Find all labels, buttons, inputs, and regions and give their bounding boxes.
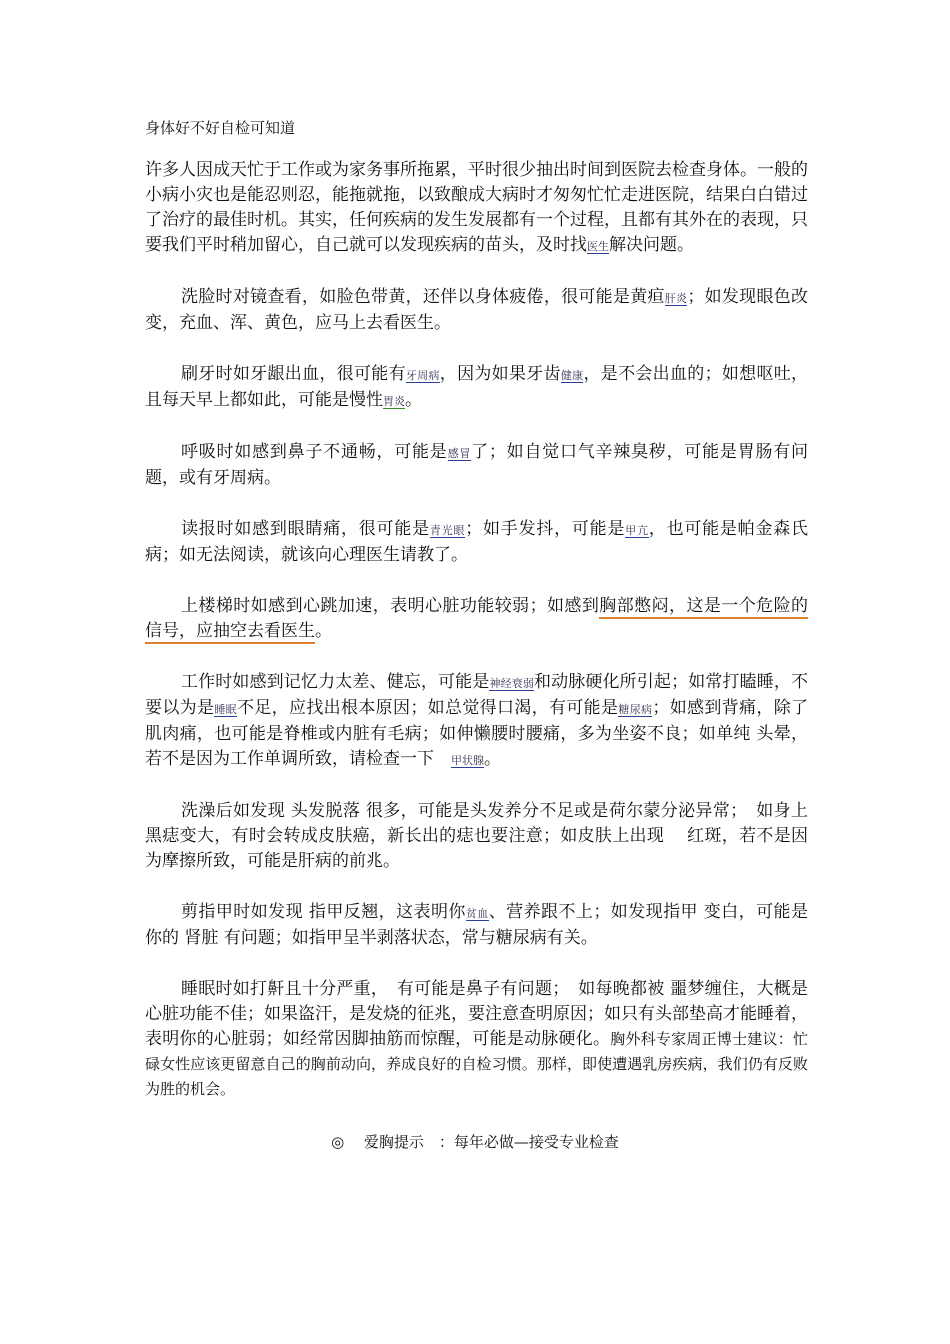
paragraph-stairs: [145, 594, 808, 644]
link-anemia[interactable]: 贫血: [465, 907, 489, 920]
link-hepatitis[interactable]: 肝炎: [664, 292, 688, 305]
paragraph-nails: [145, 900, 808, 951]
link-diabetes[interactable]: 糖尿病: [618, 703, 653, 716]
text-run: 不足，应找出根本原因；如总觉得口渴，有可能是: [237, 698, 619, 718]
link-gastritis[interactable]: 胃炎: [383, 395, 405, 408]
paragraph-breathing: [145, 440, 808, 491]
text-run: 。: [484, 749, 501, 769]
paragraph-reading: [145, 517, 808, 568]
link-health[interactable]: 健康: [560, 369, 584, 382]
link-glaucoma[interactable]: 青光眼: [429, 524, 466, 537]
text-run: ；如发现眼色改变，充血、浑、黄色，应马上去看医生。: [145, 287, 809, 333]
link-thyroid[interactable]: 甲状腺: [451, 754, 484, 767]
text-run: ，是不会出血的；如想呕吐，且每天早上都如此，可能是慢性: [145, 364, 809, 410]
text-run: 和动脉硬化所引起；如常打瞌睡，不要以为是: [145, 672, 809, 718]
link-neurasthenia[interactable]: 神经衰弱: [489, 677, 534, 690]
paragraph-intro: [145, 158, 808, 259]
text-run: 。: [405, 390, 422, 410]
document-body: [145, 158, 808, 1128]
link-hyperthyroid[interactable]: 甲亢: [625, 524, 649, 537]
paragraph-bathing: [145, 799, 808, 874]
text-run: 刷牙时如牙龈出血，很可能有: [181, 364, 406, 384]
text-run: 工作时如感到记忆力太差、健忘，可能是: [181, 672, 490, 692]
text-run: 呼吸时如感到鼻子不通畅，可能是: [181, 442, 448, 462]
link-sleep[interactable]: 睡眠: [214, 703, 238, 716]
text-run: 许多人因成天忙于工作或为家务事所拖累，平时很少抽出时间到医院去检查身体。一般的小病小灾也是能忍则忍，能拖就拖，以致酿成大病时才匆匆忙忙走进医院，结果白白错过了治疗的最佳时机。其实，任何疾病的发生发展都有一个过程，且都有其外在的表现，只要我们平时稍加留心，自己就可以发现疾病的苗头，及时找: [145, 160, 808, 255]
link-periodontal[interactable]: 牙周病: [405, 369, 440, 382]
text-run: ，也可能是帕金森氏病；如无法阅读，就该向心理医生请教了。: [145, 519, 809, 565]
text-run: 解决问题。: [609, 235, 694, 255]
paragraph-work: [145, 670, 808, 773]
text-run: 上楼梯时如感到心跳加速，表明心脏功能较弱；如感到: [181, 596, 600, 616]
document-title: 身体好不好自检可知道: [145, 119, 296, 137]
footer-tip: ◎ 爱胸提示 ：每年必做—接受专业检查: [331, 1133, 619, 1151]
text-run: ，因为如果牙齿: [439, 364, 561, 384]
text-run: 了；如自觉口气辛辣臭秽，可能是胃肠有问题，或有牙周病。: [145, 442, 809, 488]
text-run: 、营养跟不上；如发现指甲 变白，可能是你的 肾脏 有问题；如指甲呈半剥落状态，常与糖尿病有关。: [145, 902, 808, 948]
text-run-expert-advice: 胸外科专家周正博士建议：忙碌女性应该更留意自己的胸前动向，养成良好的自检习惯。那样，即使遭遇乳房疾病，我们仍有反败为胜的机会。: [145, 1030, 808, 1098]
text-run: ；如手发抖，可能是: [465, 519, 626, 539]
paragraph-face-wash: [145, 285, 808, 336]
paragraph-teeth-brushing: [145, 362, 808, 414]
text-run: 睡眠时如打鼾且十分严重， 有可能是鼻子有问题； 如每晚都被 噩梦缠住，大概是心脏功能不佳；如果盗汗，是发烧的征兆，要注意查明原因；如只有头部垫高才能睡着，表明你的心脏弱；如经常因脚抽筋而惊醒，可能是动脉硬化。: [145, 979, 808, 1049]
text-run: 剪指甲时如发现 指甲反翘，这表明你: [181, 902, 466, 922]
highlight-danger: 危险的信号，应抽空去看医生: [145, 596, 808, 644]
link-doctor[interactable]: 医生: [587, 240, 609, 253]
text-run: ；如感到背痛，除了肌肉痛，也可能是脊椎或内脏有毛病；如伸懒腰时腰痛，多为坐姿不良；如单纯 头晕，若不是因为工作单调所致，请检查一下: [145, 698, 809, 769]
text-run: 。: [315, 621, 332, 641]
paragraph-sleeping: [145, 977, 808, 1102]
text-run: 读报时如感到眼睛痛，很可能是: [181, 519, 430, 539]
link-cold[interactable]: 感冒: [447, 447, 472, 460]
highlight-chest: 胸部憋闷，这是一个: [599, 596, 756, 619]
text-run: 洗澡后如发现 头发脱落 很多，可能是头发养分不足或是荷尔蒙分泌异常； 如身上黑痣变大，有时会转成皮肤癌，新长出的痣也要注意；如皮肤上出现 红斑，若不是因为摩擦所致，可能是肝病的前兆。: [145, 801, 808, 871]
text-run: 洗脸时对镜查看，如脸色带黄，还伴以身体疲倦，很可能是黄疸: [181, 287, 665, 307]
